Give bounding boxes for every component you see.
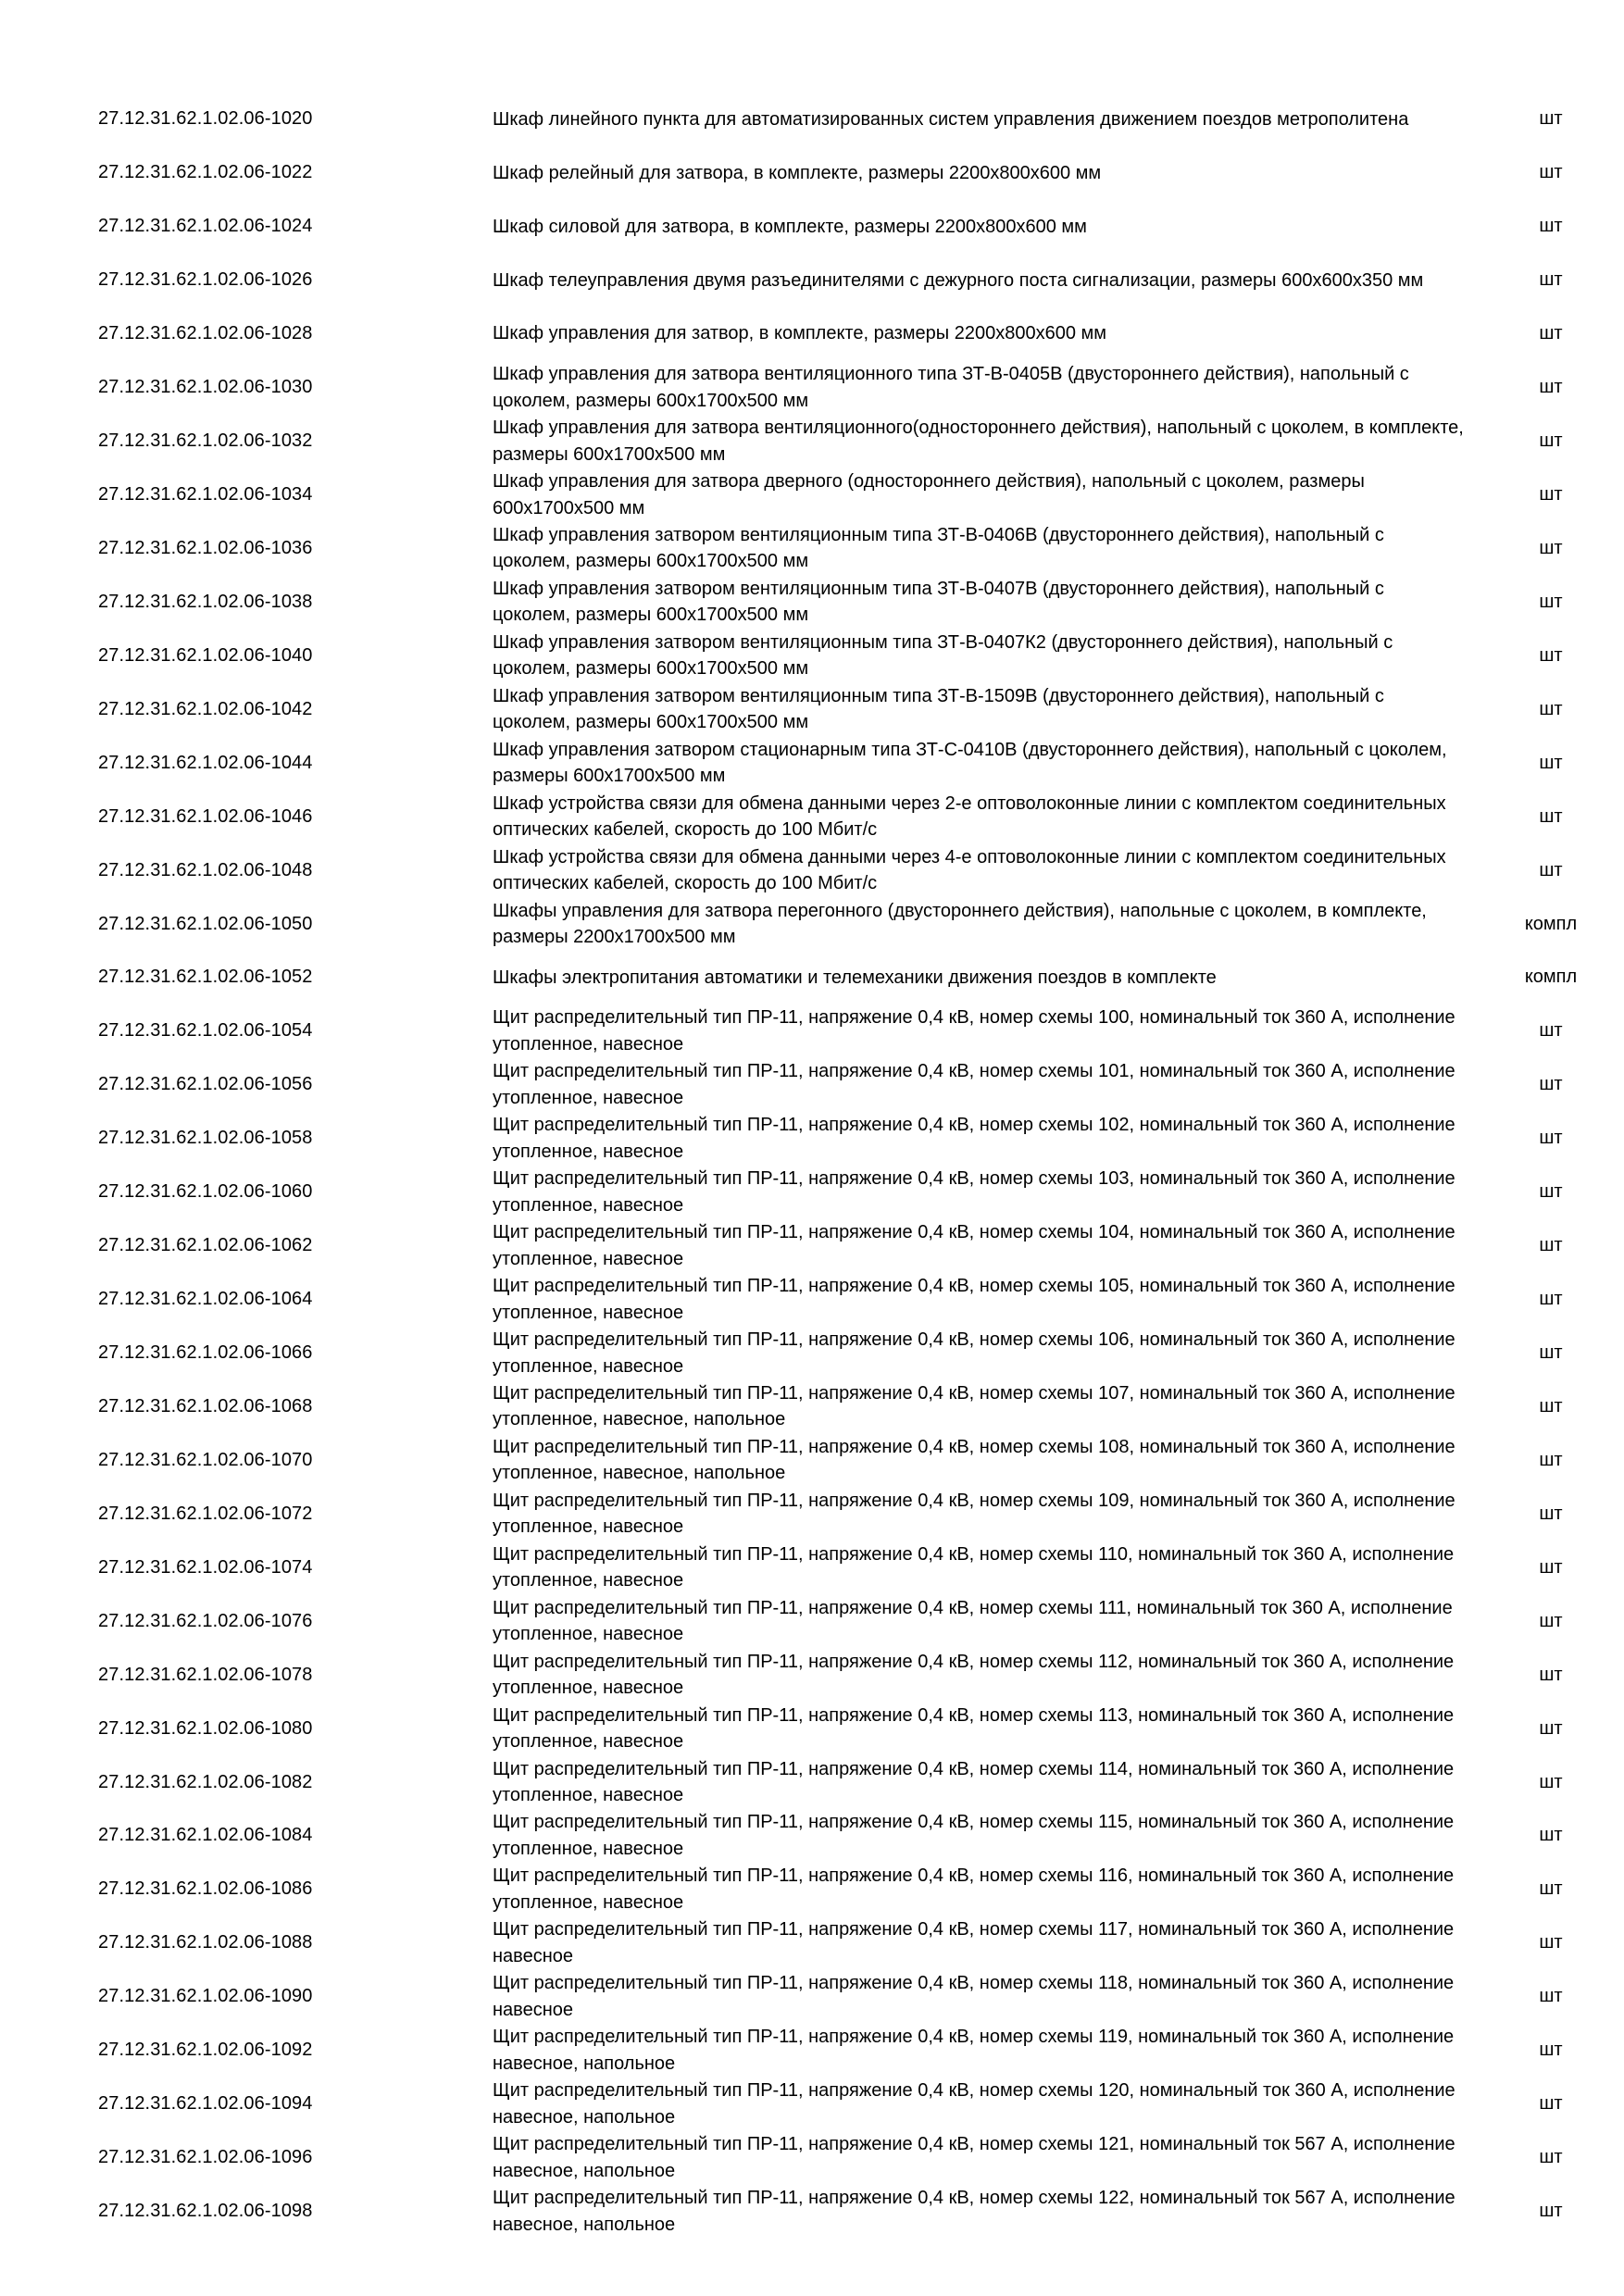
table-row [0, 307, 1624, 361]
item-description [493, 575, 1465, 629]
item-unit: шт [1539, 2201, 1563, 2222]
table-row [0, 468, 1624, 522]
table-row [0, 1433, 1624, 1487]
item-unit: шт [1539, 1986, 1563, 2007]
item-description [493, 790, 1465, 843]
table-row [0, 1273, 1624, 1327]
item-unit: шт [1539, 1128, 1563, 1149]
item-unit: шт [1539, 1771, 1563, 1792]
item-description [493, 1809, 1465, 1863]
item-unit: шт [1539, 430, 1563, 452]
table-row [0, 629, 1624, 682]
item-unit: шт [1539, 1449, 1563, 1470]
price-table [0, 93, 1624, 2239]
item-unit: шт [1539, 1235, 1563, 1256]
item-description-text: Щит распределительный тип ПР-11, напряжение 0,4 кВ, номер схемы 101, номинальный ток 360 А, исполнение утопленное, навесное [493, 1061, 1455, 1108]
table-row [0, 1541, 1624, 1594]
item-description-text: Щит распределительный тип ПР-11, напряжение 0,4 кВ, номер схемы 112, номинальный ток 360 А, исполнение утопленное, навесное [493, 1651, 1455, 1699]
table-row [0, 146, 1624, 200]
item-code: 27.12.31.62.1.02.06-1062 [98, 1235, 313, 1256]
item-unit: шт [1539, 2040, 1563, 2061]
item-unit: шт [1539, 216, 1563, 237]
item-description [493, 361, 1465, 415]
item-description [493, 1863, 1465, 1916]
table-row [0, 1970, 1624, 2024]
item-description-text: Щит распределительный тип ПР-11, напряжение 0,4 кВ, номер схемы 109, номинальный ток 360 А, исполнение утопленное, навесное [493, 1490, 1455, 1538]
item-description-text: Щит распределительный тип ПР-11, напряжение 0,4 кВ, номер схемы 121, номинальный ток 567 А, исполнение навесное, напольное [493, 2134, 1455, 2181]
item-code: 27.12.31.62.1.02.06-1028 [98, 323, 313, 344]
item-description-text: Шкаф управления затвором вентиляционным типа ЗТ-В-0407К2 (двустороннего действия), напольный с цоколем, размеры 600х1700х500 мм [493, 631, 1393, 680]
item-description-text: Щит распределительный тип ПР-11, напряжение 0,4 кВ, номер схемы 113, номинальный ток 360 А, исполнение утопленное, навесное [493, 1704, 1455, 1753]
item-description [493, 468, 1465, 522]
item-description [493, 1327, 1465, 1380]
item-code: 27.12.31.62.1.02.06-1034 [98, 484, 313, 505]
item-description-text: Щит распределительный тип ПР-11, напряжение 0,4 кВ, номер схемы 120, номинальный ток 360 А, исполнение навесное, напольное [493, 2080, 1455, 2128]
item-unit: шт [1539, 1503, 1563, 1524]
item-description-text: Щит распределительный тип ПР-11, напряжение 0,4 кВ, номер схемы 110, номинальный ток 360 А, исполнение утопленное, навесное [493, 1543, 1455, 1591]
table-row [0, 1863, 1624, 1916]
item-unit: шт [1539, 1825, 1563, 1846]
item-description [493, 1702, 1465, 1755]
item-unit: шт [1539, 805, 1563, 827]
table-row [0, 1058, 1624, 1112]
table-row [0, 254, 1624, 307]
item-code: 27.12.31.62.1.02.06-1054 [98, 1020, 313, 1042]
item-unit: компл [1524, 967, 1578, 988]
item-description [493, 951, 1465, 1004]
item-unit: шт [1539, 1020, 1563, 1042]
item-code: 27.12.31.62.1.02.06-1042 [98, 698, 313, 719]
item-description [493, 2078, 1465, 2131]
item-description [493, 1166, 1465, 1219]
item-code: 27.12.31.62.1.02.06-1098 [98, 2201, 313, 2222]
item-code: 27.12.31.62.1.02.06-1044 [98, 752, 313, 773]
item-code: 27.12.31.62.1.02.06-1060 [98, 1181, 313, 1203]
item-description-text: Шкаф релейный для затвора, в комплекте, размеры 2200х800х600 мм [493, 162, 1102, 183]
item-description [493, 736, 1465, 790]
item-unit: шт [1539, 323, 1563, 344]
table-row [0, 1327, 1624, 1380]
item-description [493, 897, 1465, 951]
item-description [493, 1219, 1465, 1273]
table-row [0, 1809, 1624, 1863]
item-unit: шт [1539, 1181, 1563, 1203]
item-description [493, 1916, 1465, 1970]
item-description [493, 2185, 1465, 2239]
item-description-text: Шкаф управления для затвора дверного (одностороннего действия), напольный с цоколем, размеры 600х1700х500 мм [493, 471, 1365, 518]
item-description [493, 522, 1465, 576]
item-unit: шт [1539, 859, 1563, 880]
item-code: 27.12.31.62.1.02.06-1064 [98, 1289, 313, 1310]
item-code: 27.12.31.62.1.02.06-1088 [98, 1932, 313, 1953]
item-unit: шт [1539, 1395, 1563, 1416]
item-description-text: Шкаф управления затвором вентиляционным типа ЗТ-В-0406В (двустороннего действия), напольный с цоколем, размеры 600х1700х500 мм [493, 524, 1384, 572]
item-code: 27.12.31.62.1.02.06-1086 [98, 1878, 313, 1900]
table-row [0, 1755, 1624, 1809]
table-row [0, 951, 1624, 1004]
item-description-text: Шкаф управления затвором стационарным типа ЗТ-С-0410В (двустороннего действия), напольный с цоколем, размеры 600х1700х500 мм [493, 739, 1447, 787]
table-row [0, 575, 1624, 629]
item-description-text: Шкаф управления затвором вентиляционным типа ЗТ-В-0407В (двустороннего действия), напольный с цоколем, размеры 600х1700х500 мм [493, 578, 1384, 626]
item-unit: шт [1539, 377, 1563, 398]
table-row [0, 2185, 1624, 2239]
item-description-text: Щит распределительный тип ПР-11, напряжение 0,4 кВ, номер схемы 100, номинальный ток 360 А, исполнение утопленное, навесное [493, 1007, 1455, 1054]
item-unit: шт [1539, 644, 1563, 666]
item-code: 27.12.31.62.1.02.06-1046 [98, 805, 313, 827]
item-unit: шт [1539, 591, 1563, 612]
item-unit: шт [1539, 2147, 1563, 2168]
item-description-text: Щит распределительный тип ПР-11, напряжение 0,4 кВ, номер схемы 107, номинальный ток 360 А, исполнение утопленное, навесное, напольное [493, 1382, 1455, 1430]
table-row [0, 843, 1624, 897]
item-unit: шт [1539, 1717, 1563, 1739]
item-description [493, 1594, 1465, 1648]
item-unit: шт [1539, 537, 1563, 558]
item-code: 27.12.31.62.1.02.06-1052 [98, 967, 313, 988]
table-row [0, 1487, 1624, 1541]
item-unit: шт [1539, 1289, 1563, 1310]
item-code: 27.12.31.62.1.02.06-1078 [98, 1664, 313, 1685]
item-description-text: Щит распределительный тип ПР-11, напряжение 0,4 кВ, номер схемы 105, номинальный ток 360 А, исполнение утопленное, навесное [493, 1276, 1455, 1323]
item-unit: компл [1524, 913, 1578, 934]
item-description-text: Шкаф линейного пункта для автоматизированных систем управления движением поездов метрополитена [493, 108, 1409, 130]
item-description-text: Шкаф управления затвором вентиляционным типа ЗТ-В-1509В (двустороннего действия), напольный с цоколем, размеры 600х1700х500 мм [493, 685, 1384, 733]
item-code: 27.12.31.62.1.02.06-1070 [98, 1449, 313, 1470]
table-row [0, 522, 1624, 576]
item-description [493, 682, 1465, 736]
table-row [0, 1594, 1624, 1648]
table-row [0, 1112, 1624, 1166]
item-description [493, 1380, 1465, 1434]
item-unit: шт [1539, 1878, 1563, 1900]
item-description [493, 1058, 1465, 1112]
item-description [493, 843, 1465, 897]
table-row [0, 93, 1624, 146]
item-unit: шт [1539, 108, 1563, 130]
item-unit: шт [1539, 1556, 1563, 1578]
item-description-text: Шкаф устройства связи для обмена данными через 4-е оптоволоконные линии с комплектом соединительных оптических кабелей, скорость до 100 Мбит/с [493, 846, 1446, 894]
item-description [493, 1487, 1465, 1541]
item-code: 27.12.31.62.1.02.06-1048 [98, 859, 313, 880]
item-code: 27.12.31.62.1.02.06-1020 [98, 108, 313, 130]
item-description-text: Щит распределительный тип ПР-11, напряжение 0,4 кВ, номер схемы 117, номинальный ток 360 А, исполнение навесное [493, 1919, 1455, 1966]
item-unit: шт [1539, 269, 1563, 291]
item-description [493, 415, 1465, 468]
item-code: 27.12.31.62.1.02.06-1092 [98, 2040, 313, 2061]
item-description-text: Шкаф управления для затвор, в комплекте, размеры 2200х800х600 мм [493, 323, 1106, 344]
item-description-text: Шкаф силовой для затвора, в комплекте, размеры 2200х800х600 мм [493, 216, 1087, 237]
item-code: 27.12.31.62.1.02.06-1038 [98, 591, 313, 612]
table-row [0, 682, 1624, 736]
item-unit: шт [1539, 1342, 1563, 1364]
item-unit: шт [1539, 1074, 1563, 1095]
item-description-text: Щит распределительный тип ПР-11, напряжение 0,4 кВ, номер схемы 106, номинальный ток 360 А, исполнение утопленное, навесное [493, 1329, 1455, 1377]
item-code: 27.12.31.62.1.02.06-1050 [98, 913, 313, 934]
item-code: 27.12.31.62.1.02.06-1040 [98, 644, 313, 666]
item-description [493, 307, 1465, 361]
item-description-text: Шкаф телеуправления двумя разъединителями с дежурного поста сигнализации, размеры 600х600х350 мм [493, 269, 1424, 291]
item-code: 27.12.31.62.1.02.06-1026 [98, 269, 313, 291]
item-description [493, 1755, 1465, 1809]
table-row [0, 1380, 1624, 1434]
item-unit: шт [1539, 698, 1563, 719]
item-description [493, 146, 1465, 200]
table-row [0, 790, 1624, 843]
item-description [493, 629, 1465, 682]
item-unit: шт [1539, 2093, 1563, 2115]
item-code: 27.12.31.62.1.02.06-1058 [98, 1128, 313, 1149]
item-code: 27.12.31.62.1.02.06-1094 [98, 2093, 313, 2115]
item-code: 27.12.31.62.1.02.06-1072 [98, 1503, 313, 1524]
item-description [493, 254, 1465, 307]
item-description-text: Шкаф управления для затвора вентиляционного типа ЗТ-В-0405В (двустороннего действия), напольный с цоколем, размеры 600х1700х500 мм [493, 364, 1409, 411]
item-description-text: Шкафы управления для затвора перегонного (двустороннего действия), напольные с цоколем, в комплекте, размеры 2200х1700х500 мм [493, 900, 1427, 948]
item-description-text: Шкаф управления для затвора вентиляционного(одностороннего действия), напольный с цоколем, в комплекте, размеры 600х1700х500 мм [493, 418, 1464, 465]
item-description-text: Щит распределительный тип ПР-11, напряжение 0,4 кВ, номер схемы 104, номинальный ток 360 А, исполнение утопленное, навесное [493, 1222, 1455, 1269]
item-code: 27.12.31.62.1.02.06-1084 [98, 1825, 313, 1846]
table-row [0, 2131, 1624, 2185]
item-unit: шт [1539, 752, 1563, 773]
table-row [0, 1166, 1624, 1219]
item-code: 27.12.31.62.1.02.06-1076 [98, 1610, 313, 1631]
item-description [493, 1433, 1465, 1487]
table-row [0, 1004, 1624, 1058]
item-description-text: Шкаф устройства связи для обмена данными через 2-е оптоволоконные линии с комплектом соединительных оптических кабелей, скорость до 100 Мбит/с [493, 792, 1446, 841]
item-code: 27.12.31.62.1.02.06-1032 [98, 430, 313, 452]
item-description-text: Щит распределительный тип ПР-11, напряжение 0,4 кВ, номер схемы 118, номинальный ток 360 А, исполнение навесное [493, 1973, 1455, 2020]
item-description [493, 2131, 1465, 2185]
item-description-text: Щит распределительный тип ПР-11, напряжение 0,4 кВ, номер схемы 108, номинальный ток 360 А, исполнение утопленное, навесное, напольное [493, 1436, 1455, 1484]
item-description [493, 1970, 1465, 2024]
item-description [493, 1112, 1465, 1166]
item-code: 27.12.31.62.1.02.06-1096 [98, 2147, 313, 2168]
item-code: 27.12.31.62.1.02.06-1082 [98, 1771, 313, 1792]
item-code: 27.12.31.62.1.02.06-1066 [98, 1342, 313, 1364]
table-row [0, 897, 1624, 951]
item-unit: шт [1539, 162, 1563, 183]
table-row [0, 200, 1624, 254]
item-description-text: Щит распределительный тип ПР-11, напряжение 0,4 кВ, номер схемы 122, номинальный ток 567 А, исполнение навесное, напольное [493, 2188, 1455, 2235]
item-unit: шт [1539, 1932, 1563, 1953]
item-code: 27.12.31.62.1.02.06-1022 [98, 162, 313, 183]
item-description-text: Щит распределительный тип ПР-11, напряжение 0,4 кВ, номер схемы 102, номинальный ток 360 А, исполнение утопленное, навесное [493, 1115, 1455, 1162]
item-code: 27.12.31.62.1.02.06-1068 [98, 1395, 313, 1416]
item-description [493, 1648, 1465, 1702]
table-row [0, 1916, 1624, 1970]
item-description [493, 1004, 1465, 1058]
item-code: 27.12.31.62.1.02.06-1030 [98, 377, 313, 398]
item-description-text: Щит распределительный тип ПР-11, напряжение 0,4 кВ, номер схемы 114, номинальный ток 360 А, исполнение утопленное, навесное [493, 1758, 1455, 1806]
item-description-text: Щит распределительный тип ПР-11, напряжение 0,4 кВ, номер схемы 116, номинальный ток 360 А, исполнение утопленное, навесное [493, 1866, 1455, 1913]
table-row [0, 1702, 1624, 1755]
table-row [0, 2024, 1624, 2078]
item-code: 27.12.31.62.1.02.06-1080 [98, 1717, 313, 1739]
item-unit: шт [1539, 1664, 1563, 1685]
item-code: 27.12.31.62.1.02.06-1036 [98, 537, 313, 558]
item-description [493, 1541, 1465, 1594]
item-code: 27.12.31.62.1.02.06-1024 [98, 216, 313, 237]
table-row [0, 736, 1624, 790]
table-row [0, 2078, 1624, 2131]
item-unit: шт [1539, 1610, 1563, 1631]
table-row [0, 1219, 1624, 1273]
item-description [493, 2024, 1465, 2078]
table-row [0, 361, 1624, 415]
item-description-text: Щит распределительный тип ПР-11, напряжение 0,4 кВ, номер схемы 115, номинальный ток 360 А, исполнение утопленное, навесное [493, 1812, 1455, 1859]
item-code: 27.12.31.62.1.02.06-1074 [98, 1556, 313, 1578]
item-unit: шт [1539, 484, 1563, 505]
item-description [493, 200, 1465, 254]
item-description-text: Щит распределительный тип ПР-11, напряжение 0,4 кВ, номер схемы 103, номинальный ток 360 А, исполнение утопленное, навесное [493, 1168, 1455, 1216]
item-code: 27.12.31.62.1.02.06-1056 [98, 1074, 313, 1095]
item-code: 27.12.31.62.1.02.06-1090 [98, 1986, 313, 2007]
table-row [0, 415, 1624, 468]
item-description [493, 93, 1465, 146]
item-description-text: Щит распределительный тип ПР-11, напряжение 0,4 кВ, номер схемы 119, номинальный ток 360 А, исполнение навесное, напольное [493, 2027, 1455, 2074]
item-description-text: Шкафы электропитания автоматики и телемеханики движения поездов в комплекте [493, 967, 1217, 988]
item-description-text: Щит распределительный тип ПР-11, напряжение 0,4 кВ, номер схемы 111, номинальный ток 360 А, исполнение утопленное, навесное [493, 1597, 1453, 1645]
item-description [493, 1273, 1465, 1327]
table-row [0, 1648, 1624, 1702]
